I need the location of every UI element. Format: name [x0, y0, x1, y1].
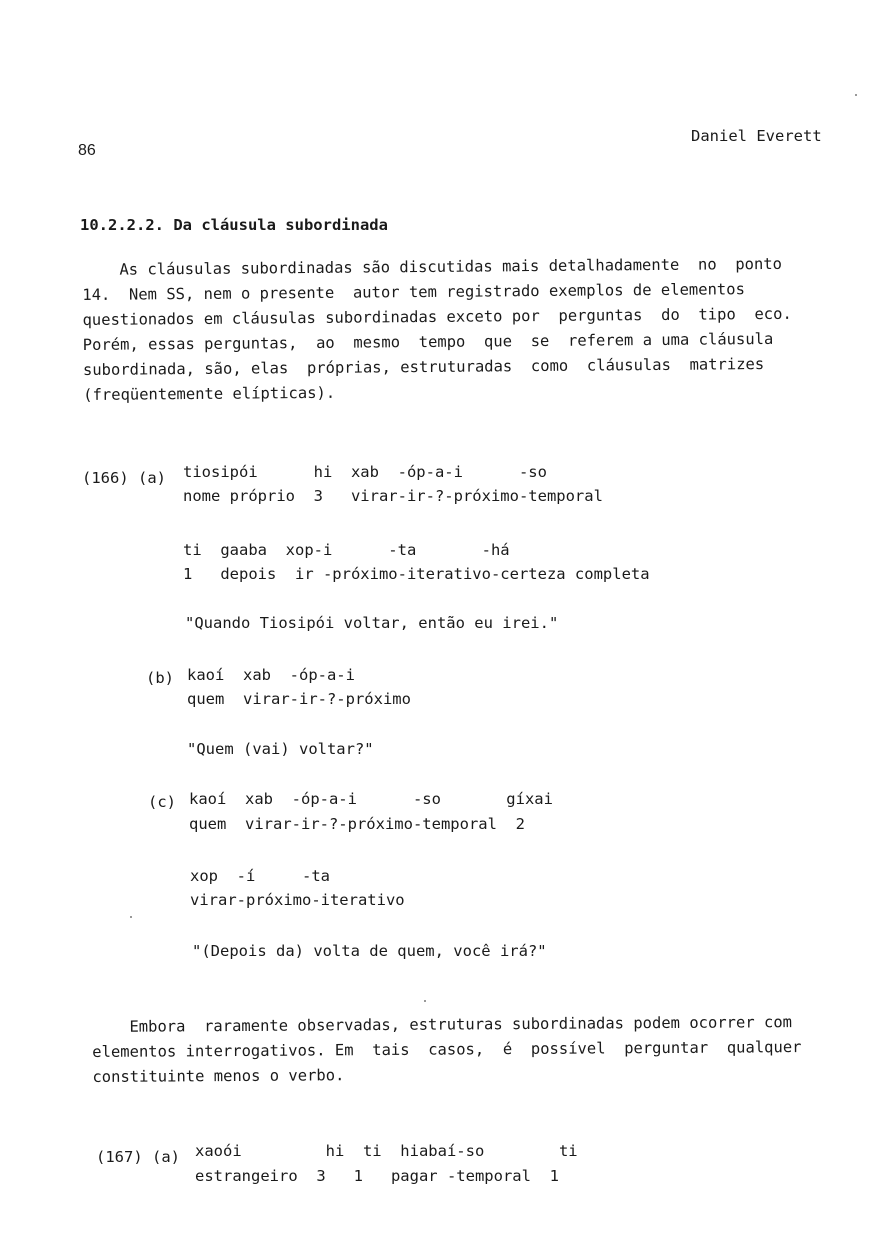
paragraph-2: [92, 1010, 802, 1090]
section-heading: 10.2.2.2. Da cláusula subordinada: [80, 216, 388, 234]
example-166c-translation: "(Depois da) volta de quem, você irá?": [192, 942, 547, 960]
example-166a-gloss-2: 1 depois ir -próximo-iterativo-certeza completa: [183, 565, 650, 583]
paragraph-2-line: constituinte menos o verbo.: [92, 1066, 345, 1086]
paragraph-1-line: subordinada, são, elas próprias, estruturadas como cláusulas matrizes: [82, 355, 765, 379]
paragraph-2-line: Embora raramente observadas, estruturas subordinadas podem ocorrer com: [92, 1013, 793, 1036]
example-166b-words: kaoí xab -óp-a-i: [187, 666, 355, 684]
example-167a-gloss: estrangeiro 3 1 pagar -temporal 1: [195, 1167, 559, 1185]
example-166c-label: (c): [148, 793, 176, 811]
example-166a-words-2: ti gaaba xop-i -ta -há: [183, 541, 510, 559]
example-166c-words-2: xop -í -ta: [190, 867, 330, 885]
paragraph-1-line: questionados em cláusulas subordinadas exceto por perguntas do tipo eco.: [82, 304, 792, 329]
scan-speck: [424, 1000, 426, 1002]
paragraph-2-line: elementos interrogativos. Em tais casos, é possível perguntar qualquer: [92, 1038, 802, 1061]
example-166a-gloss-1: nome próprio 3 virar-ir-?-próximo-temporal: [183, 487, 603, 505]
example-166-label: (166) (a): [82, 469, 166, 487]
example-166a-translation: "Quando Tiosipói voltar, então eu irei.": [185, 614, 559, 632]
example-166c-gloss-1: quem virar-ir-?-próximo-temporal 2: [189, 815, 525, 833]
example-166c-gloss-2: virar-próximo-iterativo: [190, 891, 405, 909]
paragraph-1-line: As cláusulas subordinadas são discutidas mais detalhadamente no ponto: [82, 254, 783, 279]
page-number: 86: [78, 142, 96, 159]
example-166b-label: (b): [146, 669, 174, 687]
example-167a-words: xaoói hi ti hiabaí-so ti: [195, 1142, 578, 1160]
example-166a-words-1: tiosipói hi xab -óp-a-i -so: [183, 463, 547, 481]
paragraph-1-line: 14. Nem SS, nem o presente autor tem registrado exemplos de elementos: [82, 280, 745, 304]
scan-speck: [130, 916, 132, 918]
running-head-author: Daniel Everett: [691, 127, 822, 145]
scan-speck: [855, 94, 857, 96]
example-167-label: (167) (a): [96, 1148, 180, 1166]
paragraph-1-line: Porém, essas perguntas, ao mesmo tempo que se referem a uma cláusula: [82, 329, 774, 354]
example-166b-translation: "Quem (vai) voltar?": [187, 740, 374, 758]
example-166c-words-1: kaoí xab -óp-a-i -so gíxai: [189, 790, 553, 808]
paragraph-1: [82, 252, 793, 408]
paragraph-1-line: (freqüentemente elípticas).: [83, 383, 336, 404]
example-166b-gloss: quem virar-ir-?-próximo: [187, 690, 411, 708]
